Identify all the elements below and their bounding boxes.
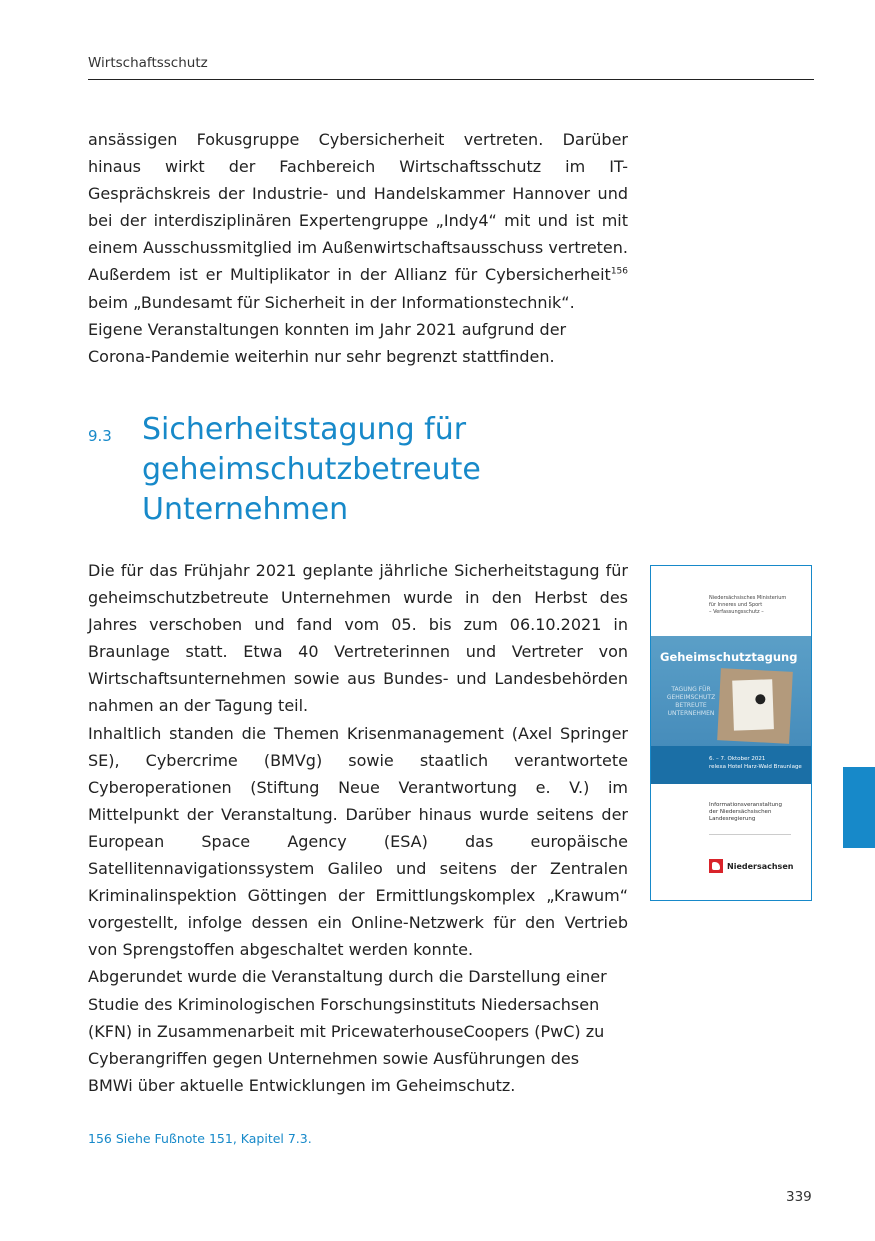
flyer-banner <box>651 636 811 784</box>
flyer-date-band <box>651 746 811 784</box>
flyer-date-text <box>709 755 802 771</box>
flyer-divider <box>709 834 791 835</box>
flyer-text-line: 6. – 7. Oktober 2021 <box>709 756 766 762</box>
paragraph <box>88 126 628 316</box>
section-title-line: geheimschutzbetreute <box>142 452 481 487</box>
flyer-text-line: für Inneres und Sport <box>709 602 763 608</box>
logo-text: Niedersachsen <box>727 861 794 871</box>
flyer-text-line: der Niedersächsischen <box>709 809 772 815</box>
text-block-intro <box>88 126 628 370</box>
paragraph-text: beim „Bundesamt für Sicherheit in der Informationstechnik“. <box>88 292 575 312</box>
paragraph: Inhaltlich standen die Themen Krisenmanagement (Axel Springer SE), Cybercrime (BMVg) sowie staatlich verantwortete Cyberoperationen (Stiftung Neue Verantwortung e. V.) im Mittelpunkt der Veranstaltung. Darüber hinaus wurde seitens der European Space Agency (ESA) das europäische Satellitennavigationssystem Galileo und seitens der Zentralen Kriminalinspektion Göttingen der Ermittlungskomplex „Krawum“ vorgestellt, infolge dessen ein Online-Netzwerk für den Vertrieb von Sprengstoffen abgeschaltet werden konnte. <box>88 723 628 960</box>
footnote <box>88 1131 312 1146</box>
flyer-text-line: UNTERNEHMEN <box>667 710 715 717</box>
flyer-info-text <box>709 802 782 823</box>
section-title-line: Unternehmen <box>142 492 349 527</box>
flyer-ministry-text <box>709 595 786 616</box>
paragraph-text: ansässigen Fokusgruppe Cybersicherheit vertreten. Darüber hinaus wirkt der Fachbereich Wirtschaftsschutz im IT-Gesprächskreis der Industrie- und Handelskammer Hannover und bei der interdisziplinären Expertengruppe „Indy4“ mit und ist mit einem Ausschussmitglied im Außenwirtschaftsausschuss vertreten. Außerdem ist er Multiplikator in der Allianz für Cybersicherheit <box>88 130 628 285</box>
page-number: 339 <box>786 1189 812 1205</box>
flyer-text-line: Niedersächsisches Ministerium <box>709 595 787 601</box>
header-rule <box>88 79 814 80</box>
flyer-text-line: – Verfassungsschutz – <box>709 609 764 615</box>
flyer-text-line: TAGUNG FÜR <box>671 686 711 693</box>
flyer-collage-photo <box>717 668 793 744</box>
text-block-section <box>88 557 628 1099</box>
section-title <box>142 410 562 530</box>
niedersachsen-logo <box>709 859 793 873</box>
section-number: 9.3 <box>88 427 112 445</box>
paragraph: Die für das Frühjahr 2021 geplante jährliche Sicherheitstagung für geheimschutzbetreute Unternehmen wurde in den Herbst des Jahres verschoben und fand vom 05. bis zum 06.10.2021 in Braunlage statt. Etwa 40 Vertreterinnen und Vertreter von Wirtschaftsunternehmen sowie aus Bundes- und Landesbehörden nahmen an der Tagung teil. <box>88 561 628 716</box>
running-head: Wirtschaftsschutz <box>88 55 208 71</box>
paragraph: Eigene Veranstaltungen konnten im Jahr 2021 aufgrund der Corona-Pandemie weiterhin nur sehr begrenzt stattfinden. <box>88 319 567 366</box>
flyer-text-line: Informationsveranstaltung <box>709 802 782 808</box>
paragraph: Abgerundet wurde die Veranstaltung durch die Darstellung einer Studie des Kriminologischen Forschungsinstituts Niedersachsen (KFN) in Zusammenarbeit mit PricewaterhouseCoopers (PwC) zu Cyberangriffen gegen Unternehmen sowie Ausführungen des BMWi über aktuelle Entwicklungen im Geheimschutz. <box>88 967 607 1095</box>
chapter-tab-marker <box>843 767 875 848</box>
section-title-line: Sicherheitstagung für <box>142 412 467 447</box>
flyer-text-line: BETREUTE <box>675 702 707 709</box>
flyer-text-line: Landesregierung <box>709 816 756 822</box>
flyer-banner-title: Geheimschutztagung <box>660 650 798 664</box>
flyer-watermark-text <box>661 686 721 718</box>
horse-crest-icon <box>709 859 723 873</box>
paper-sheet-shape <box>732 679 774 730</box>
footnote-number: 156 <box>88 1131 112 1146</box>
flyer-text-line: relexa Hotel Harz-Wald Braunlage <box>709 764 802 770</box>
event-flyer-image <box>650 565 812 901</box>
footnote-reference: 156 <box>610 267 628 278</box>
footnote-text: Siehe Fußnote 151, Kapitel 7.3. <box>115 1131 312 1146</box>
flyer-text-line: GEHEIMSCHUTZ <box>666 694 716 701</box>
